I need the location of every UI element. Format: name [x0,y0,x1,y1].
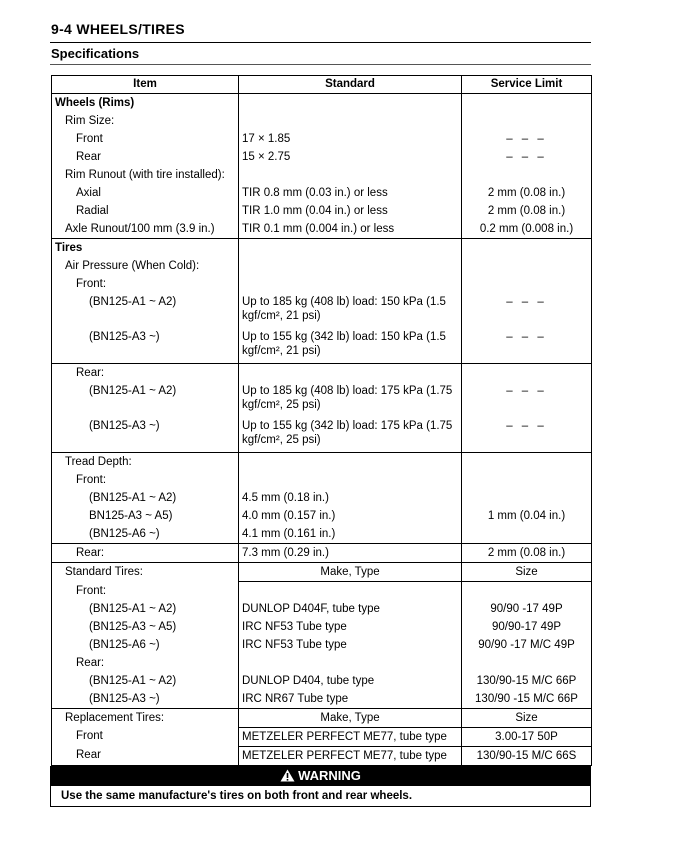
warning-box [50,786,591,807]
tread-a1-standard: 4.5 mm (0.18 in.) [239,489,462,507]
tread-rear-label: Rear: [52,544,239,563]
replacement-rear-size: 130/90-15 M/C 66S [462,746,592,765]
air-front-a1-limit: – – – [462,293,592,328]
tread-a3-label: BN125-A3 ~ A5) [52,507,239,525]
air-rear-a1-limit: – – – [462,382,592,417]
tread-a3-standard: 4.0 mm (0.157 in.) [239,507,462,525]
rim-rear-label: Rear [52,148,239,166]
air-rear-a1-label: (BN125-A1 ~ A2) [52,382,239,417]
replacement-rear-make: METZELER PERFECT ME77, tube type [239,746,462,765]
table-row [52,293,592,328]
air-front-a1-label: (BN125-A1 ~ A2) [52,293,239,328]
table-row [52,382,592,417]
std-rear-a3-size: 130/90 -15 M/C 66P [462,690,592,709]
radial-limit: 2 mm (0.08 in.) [462,202,592,220]
tread-a6-label: (BN125-A6 ~) [52,525,239,544]
table-row [52,727,592,746]
radial-label: Radial [52,202,239,220]
std-a6-size: 90/90 -17 M/C 49P [462,636,592,654]
std-rear-a3-label: (BN125-A3 ~) [52,690,239,709]
tread-depth-label: Tread Depth: [52,453,239,472]
replacement-front-make: METZELER PERFECT ME77, tube type [239,727,462,746]
std-rear-a1-size: 130/90-15 M/C 66P [462,672,592,690]
table-row [52,618,592,636]
tread-front-label: Front: [52,471,239,489]
tread-a6-standard: 4.1 mm (0.161 in.) [239,525,462,544]
table-row [52,166,592,184]
table-row [52,654,592,672]
replacement-front-label: Front [52,727,239,746]
title-rule [50,42,591,43]
header-service-limit: Service Limit [462,76,592,94]
table-row [52,275,592,293]
header-standard: Standard [239,76,462,94]
rim-front-standard: 17 × 1.85 [239,130,462,148]
replacement-rear-label: Rear [52,746,239,765]
rim-rear-limit: – – – [462,148,592,166]
replacement-tires-label: Replacement Tires: [52,708,239,727]
standard-tires-size-header: Size [462,563,592,582]
replacement-size-header: Size [462,708,592,727]
rim-size-label: Rim Size: [52,112,239,130]
table-row [52,563,592,582]
axial-standard: TIR 0.8 mm (0.03 in.) or less [239,184,462,202]
table-row [52,417,592,453]
air-rear-a3-limit: – – – [462,417,592,453]
std-a6-label: (BN125-A6 ~) [52,636,239,654]
warning-triangle-icon [280,769,295,782]
section-title: Specifications [51,46,140,61]
axial-label: Axial [52,184,239,202]
tires-heading: Tires [52,239,239,258]
tread-front-limit: 1 mm (0.04 in.) [462,507,592,525]
std-a1-size: 90/90 -17 49P [462,600,592,618]
rim-front-limit: – – – [462,130,592,148]
air-front-a3-limit: – – – [462,328,592,364]
std-rear-label: Rear: [52,654,239,672]
table-row [52,257,592,275]
section-rule [50,64,591,65]
table-row [52,364,592,383]
table-row [52,148,592,166]
table-row [52,453,592,472]
table-row [52,239,592,258]
rim-runout-label: Rim Runout (with tire installed): [52,166,239,184]
air-rear-a1-standard: Up to 185 kg (408 lb) load: 175 kPa (1.75 kgf/cm², 25 psi) [239,382,462,417]
table-row [52,130,592,148]
table-row [52,202,592,220]
air-rear-label: Rear: [52,364,239,383]
table-row [52,94,592,113]
standard-tires-label: Standard Tires: [52,563,239,582]
std-a3-make: IRC NF53 Tube type [239,618,462,636]
axle-runout-standard: TIR 0.1 mm (0.004 in.) or less [239,220,462,239]
air-rear-a3-standard: Up to 155 kg (342 lb) load: 175 kPa (1.75 kgf/cm², 25 psi) [239,417,462,453]
table-row [52,600,592,618]
air-front-a1-standard: Up to 185 kg (408 lb) load: 150 kPa (1.5 kgf/cm², 21 psi) [239,293,462,328]
table-row [52,507,592,525]
radial-standard: TIR 1.0 mm (0.04 in.) or less [239,202,462,220]
page-title: 9-4 WHEELS/TIRES [51,21,185,37]
axle-runout-limit: 0.2 mm (0.008 in.) [462,220,592,239]
air-front-a3-label: (BN125-A3 ~) [52,328,239,364]
std-rear-a1-make: DUNLOP D404, tube type [239,672,462,690]
std-a3-label: (BN125-A3 ~ A5) [52,618,239,636]
warning-banner [50,766,591,786]
standard-tires-make-header: Make, Type [239,563,462,582]
warning-label: WARNING [298,768,361,783]
table-row [52,544,592,563]
std-a1-make: DUNLOP D404F, tube type [239,600,462,618]
tread-rear-limit: 2 mm (0.08 in.) [462,544,592,563]
table-row [52,489,592,507]
std-a1-label: (BN125-A1 ~ A2) [52,600,239,618]
table-row [52,220,592,239]
table-header-row [52,76,592,94]
replacement-make-header: Make, Type [239,708,462,727]
table-row [52,525,592,544]
table-row [52,746,592,765]
table-row [52,636,592,654]
air-front-a3-standard: Up to 155 kg (342 lb) load: 150 kPa (1.5 kgf/cm², 21 psi) [239,328,462,364]
std-a6-make: IRC NF53 Tube type [239,636,462,654]
tread-a1-label: (BN125-A1 ~ A2) [52,489,239,507]
axial-limit: 2 mm (0.08 in.) [462,184,592,202]
warning-text: Use the same manufacture's tires on both front and rear wheels. [61,790,413,802]
table-row [52,708,592,727]
wheels-heading: Wheels (Rims) [52,94,239,113]
std-a3-size: 90/90-17 49P [462,618,592,636]
table-row [52,112,592,130]
axle-runout-label: Axle Runout/100 mm (3.9 in.) [52,220,239,239]
table-row [52,184,592,202]
replacement-front-size: 3.00-17 50P [462,727,592,746]
air-pressure-label: Air Pressure (When Cold): [52,257,239,275]
specifications-table [51,75,592,766]
rim-rear-standard: 15 × 2.75 [239,148,462,166]
std-rear-a1-label: (BN125-A1 ~ A2) [52,672,239,690]
table-row [52,672,592,690]
table-row [52,471,592,489]
table-row [52,328,592,364]
std-front-label: Front: [52,582,239,600]
table-row [52,582,592,600]
header-item: Item [52,76,239,94]
air-rear-a3-label: (BN125-A3 ~) [52,417,239,453]
table-row [52,690,592,709]
rim-front-label: Front [52,130,239,148]
air-front-label: Front: [52,275,239,293]
std-rear-a3-make: IRC NR67 Tube type [239,690,462,709]
tread-rear-standard: 7.3 mm (0.29 in.) [239,544,462,563]
